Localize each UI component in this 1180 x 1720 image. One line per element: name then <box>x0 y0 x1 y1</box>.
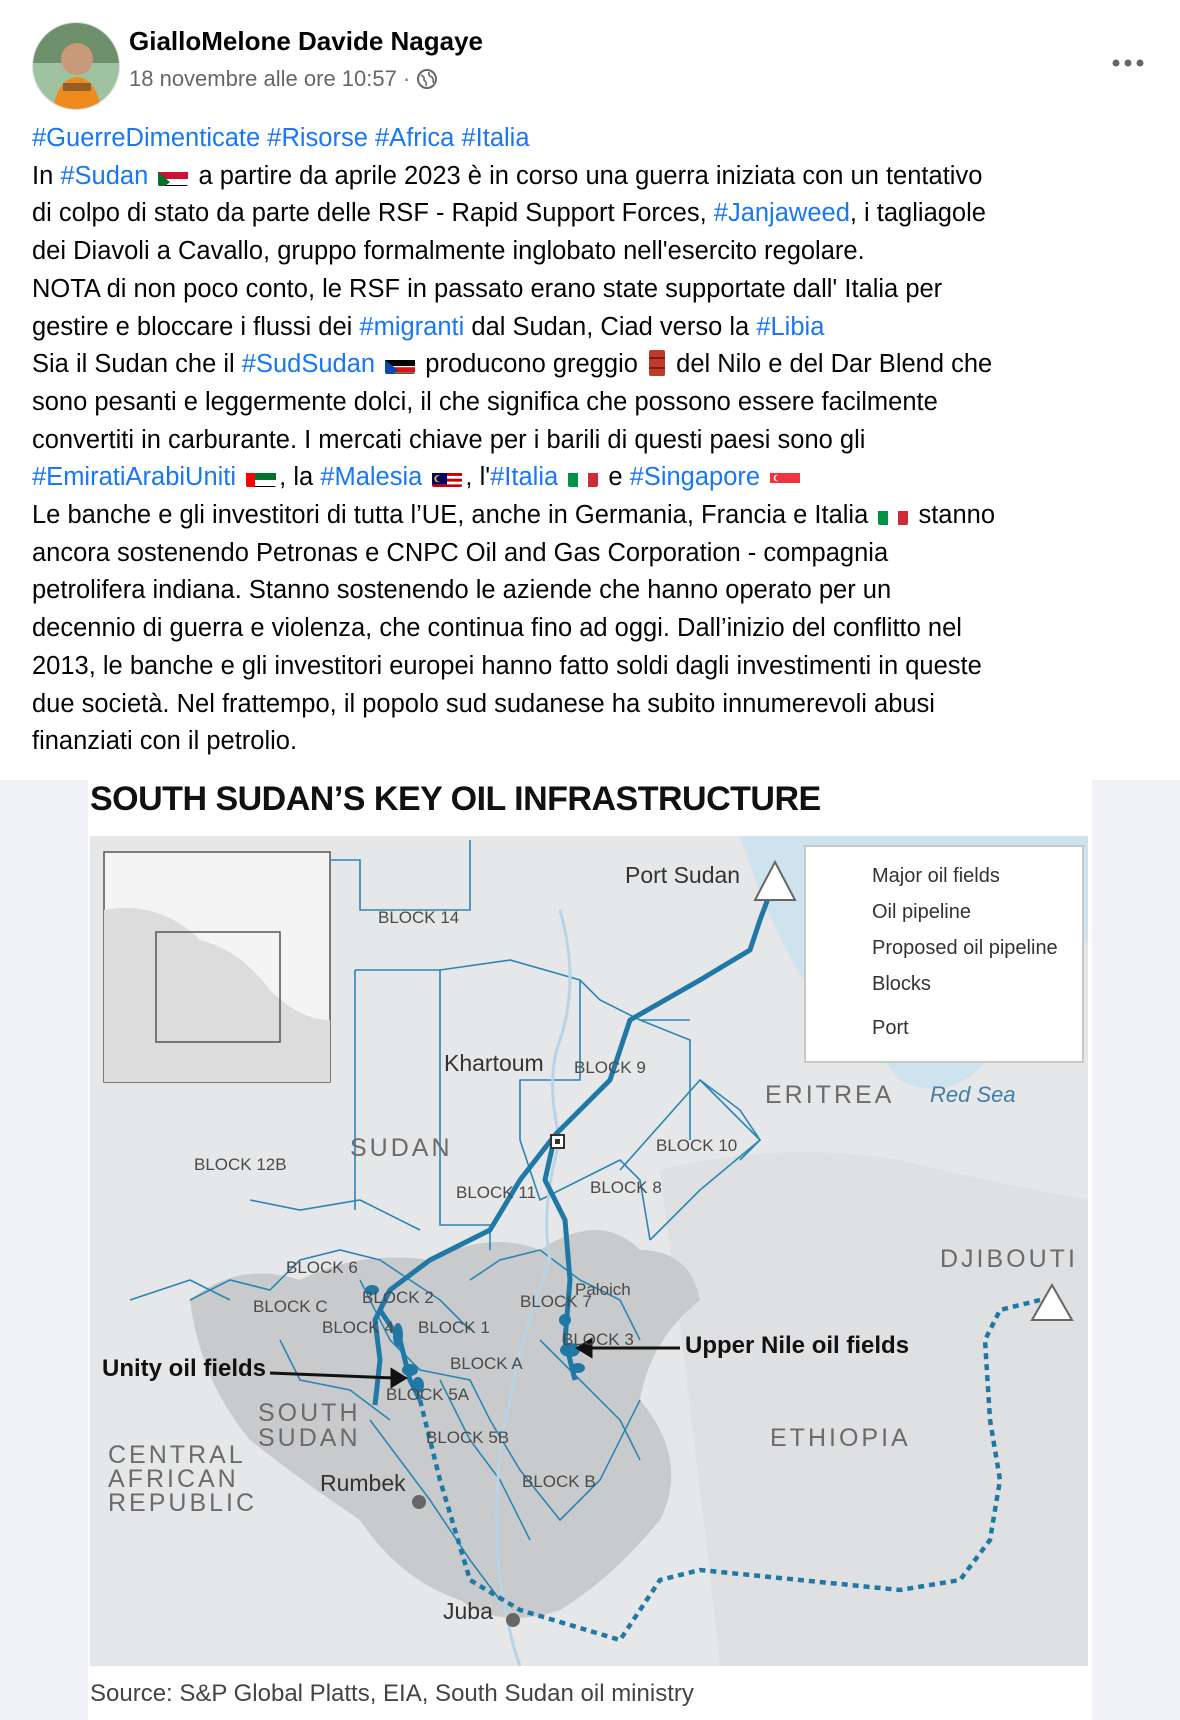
sudan-flag-icon <box>158 166 188 186</box>
label-block-1: BLOCK 1 <box>418 1318 490 1337</box>
label-car-line3: REPUBLIC <box>108 1489 258 1517</box>
hashtag-link[interactable]: #migranti <box>359 312 465 341</box>
text-span: di colpo di stato da parte delle RSF - Rapid Support Forces, <box>32 199 714 228</box>
text-line: 2013, le banche e gli investitori europei hanno fatto soldi dagli investimenti in queste <box>32 651 982 680</box>
post-meta <box>129 66 438 92</box>
text-line: ancora sostenendo Petronas e CNPC Oil and Gas Corporation - compagnia <box>32 538 889 567</box>
map-title: SOUTH SUDAN’S KEY OIL INFRASTRUCTURE <box>90 780 821 818</box>
text-line <box>32 497 1152 535</box>
label-block-8: BLOCK 8 <box>590 1178 662 1197</box>
label-block-7: BLOCK 7 <box>520 1292 592 1311</box>
label-port-sudan: Port Sudan <box>625 862 741 888</box>
globe-icon[interactable] <box>416 68 438 90</box>
legend-fields: Major oil fields <box>872 865 1000 887</box>
text-span: e <box>601 463 630 492</box>
text-span: , i tagliagole <box>849 199 986 228</box>
label-block-4: BLOCK 4 <box>322 1318 394 1337</box>
label-sudan: SUDAN <box>350 1134 453 1162</box>
uae-flag-icon <box>246 467 276 487</box>
hashtag-link[interactable]: #Italia <box>490 463 559 492</box>
post-timestamp[interactable]: 18 novembre alle ore 10:57 <box>129 66 397 91</box>
label-upper-nile-oil-fields: Upper Nile oil fields <box>685 1332 910 1359</box>
author-name[interactable]: GialloMelone Davide Nagaye <box>129 26 484 56</box>
avatar-image <box>33 23 120 110</box>
text-line: finanziati con il petrolio. <box>32 727 298 756</box>
avatar[interactable] <box>32 22 120 110</box>
label-block-b: BLOCK B <box>522 1472 596 1491</box>
singapore-flag-icon <box>770 467 800 487</box>
hashtag-link[interactable]: #Malesia <box>320 463 423 492</box>
label-ethiopia: ETHIOPIA <box>770 1424 911 1452</box>
meta-separator: · <box>402 66 411 91</box>
hashtag-link[interactable]: #GuerreDimenticate <box>32 124 261 152</box>
text-span: producono greggio <box>418 350 638 379</box>
juba-marker <box>506 1613 520 1627</box>
text-span: gestire e bloccare i flussi dei <box>32 312 360 341</box>
label-south-sudan-line1: SOUTH <box>258 1399 361 1427</box>
label-block-c: BLOCK C <box>253 1297 328 1316</box>
italy-flag-icon <box>878 505 908 525</box>
label-block-14: BLOCK 14 <box>378 908 460 927</box>
hashtag-link[interactable]: #SudSudan <box>241 350 376 379</box>
label-block-5b: BLOCK 5B <box>426 1428 510 1447</box>
label-block-3: BLOCK 3 <box>562 1330 634 1349</box>
post-image-map[interactable] <box>0 780 1180 1720</box>
label-rumbek: Rumbek <box>320 1470 406 1496</box>
text-line <box>32 158 1152 196</box>
label-paloich: Paloich <box>575 1280 631 1299</box>
label-eritrea: ERITREA <box>765 1081 895 1109</box>
label-juba: Juba <box>443 1598 493 1624</box>
text-span: , la <box>279 463 321 492</box>
label-djibouti: DJIBOUTI <box>940 1245 1078 1273</box>
label-block-10: BLOCK 10 <box>656 1136 738 1155</box>
text-line: due società. Nel frattempo, il popolo sud sudanese ha subito innumerevoli abusi <box>32 689 935 718</box>
label-block-a: BLOCK A <box>450 1354 523 1373</box>
label-block-2: BLOCK 2 <box>362 1288 434 1307</box>
post-text <box>32 120 1152 761</box>
label-block-9: BLOCK 9 <box>574 1058 646 1077</box>
hashtag-link[interactable]: #Janjaweed <box>713 199 850 228</box>
text-span: Le banche e gli investitori di tutta l’UE, anche in Germania, Francia e Italia <box>32 501 869 530</box>
label-car-line1: CENTRAL <box>108 1441 246 1469</box>
text-line: NOTA di non poco conto, le RSF in passato erano state supportate dall' Italia per <box>32 274 943 303</box>
hashtag-link[interactable]: #EmiratiArabiUniti <box>32 463 237 492</box>
label-block-12b: BLOCK 12B <box>194 1155 287 1174</box>
more-horizontal-icon[interactable] <box>1108 48 1148 78</box>
hashtag-link[interactable]: #Africa <box>375 124 455 152</box>
text-line <box>32 120 1152 158</box>
label-car-line2: AFRICAN <box>108 1465 239 1493</box>
label-block-6: BLOCK 6 <box>286 1258 358 1277</box>
label-red-sea: Red Sea <box>930 1082 1016 1107</box>
rumbek-marker <box>412 1495 426 1509</box>
hashtag-link[interactable]: #Italia <box>461 124 530 152</box>
text-line: decennio di guerra e violenza, che continua fino ad oggi. Dall’inizio del conflitto nel <box>32 614 962 643</box>
legend-blocks: Blocks <box>872 973 931 995</box>
legend-port: Port <box>872 1017 909 1039</box>
text-line: sono pesanti e leggermente dolci, il che significa che possono essere facilmente <box>32 387 938 416</box>
text-span: In <box>32 161 61 190</box>
text-line: convertiti in carburante. I mercati chiave per i barili di questi paesi sono gli <box>32 425 866 454</box>
text-line <box>32 346 1152 384</box>
text-line <box>32 195 1152 233</box>
oil-drum-icon <box>648 349 666 377</box>
label-south-sudan-line2: SUDAN <box>258 1424 361 1452</box>
text-line: petrolifera indiana. Stanno sostenendo le aziende che hanno operato per un <box>32 576 892 605</box>
hashtag-link[interactable]: #Risorse <box>267 124 368 152</box>
text-line <box>32 459 1152 497</box>
text-span: dal Sudan, Ciad verso la <box>464 312 757 341</box>
text-span: a partire da aprile 2023 è in corso una guerra iniziata con un tentativo <box>191 161 983 190</box>
label-khartoum: Khartoum <box>444 1050 544 1076</box>
map-legend <box>804 845 1084 1063</box>
map-source: Source: S&P Global Platts, EIA, South Sudan oil ministry <box>90 1680 694 1707</box>
text-span: del Nilo e del Dar Blend che <box>669 350 993 379</box>
label-block-11: BLOCK 11 <box>456 1183 537 1202</box>
hashtag-link[interactable]: #Libia <box>756 312 825 341</box>
malaysia-flag-icon <box>432 467 462 487</box>
text-span: stanno <box>911 501 996 530</box>
italy-flag-icon <box>568 467 598 487</box>
text-line <box>32 309 1152 347</box>
south-sudan-flag-icon <box>385 354 415 374</box>
hashtag-link[interactable]: #Singapore <box>629 463 761 492</box>
text-line: dei Diavoli a Cavallo, gruppo formalmente inglobato nell'esercito regolare. <box>32 237 865 266</box>
legend-pipeline: Oil pipeline <box>872 901 971 923</box>
legend-proposed: Proposed oil pipeline <box>872 937 1058 959</box>
post-header <box>32 22 1148 102</box>
label-unity-oil-fields: Unity oil fields <box>102 1355 267 1382</box>
text-span: Sia il Sudan che il <box>32 350 242 379</box>
text-span: , l' <box>465 463 491 492</box>
label-block-5a: BLOCK 5A <box>386 1385 470 1404</box>
hashtag-link[interactable]: #Sudan <box>60 161 149 190</box>
